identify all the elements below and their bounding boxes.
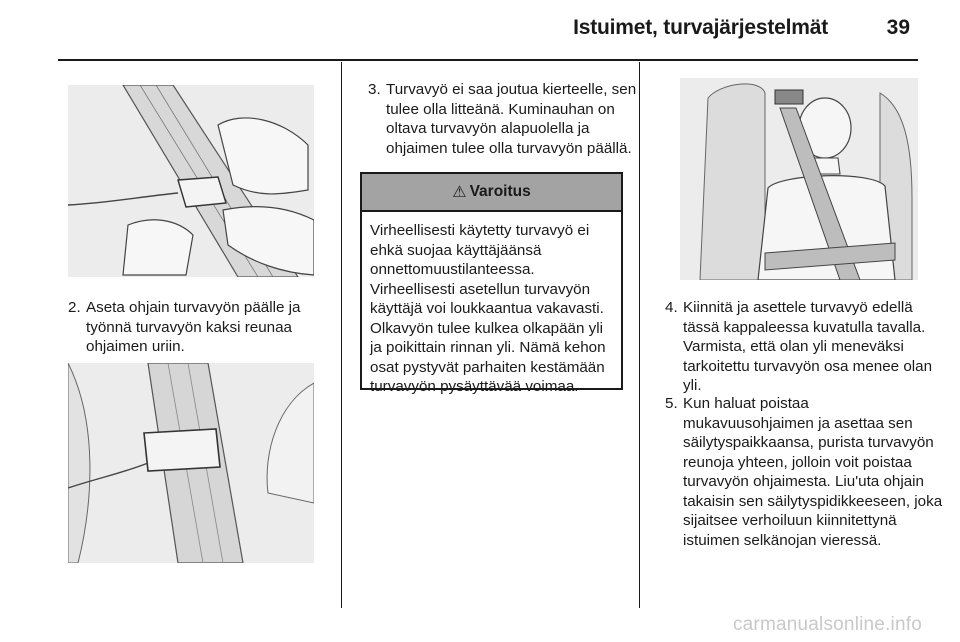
step-number: 3.: [368, 81, 381, 98]
header-rule: [58, 59, 918, 61]
belt-guide-closeup-illustration: [68, 363, 314, 563]
warning-heading: [362, 174, 621, 212]
page-header-title: Istuimet, turvajärjestelmät: [573, 16, 828, 39]
step-3: [368, 80, 641, 158]
step-text: Kun haluat poistaa mukavuusohjaimen ja asettaa sen säilytyspaikkaansa, purista turvavyön reunoja yhteen, jolloin voit poistaa turvavyön ohjaimesta. Liu'uta ohjain takaisin sen säilytyspidikkeeseen, joka sijaitsee verhoiluun kiinnitettynä istuimen selkänojan vieressä.: [683, 395, 943, 549]
step-2: [68, 298, 348, 357]
belt-guide-closeup-drawing: [68, 363, 314, 563]
step-4: [665, 298, 943, 396]
warning-heading-text: Varoitus: [469, 183, 531, 200]
step-text: Turvavyö ei saa joutua kierteelle, sen tulee olla litteänä. Kuminauhan on oltava turvavyön alapuolella ja ohjaimen tulee olla turvavyön päällä.: [386, 81, 637, 157]
watermark: carmanualsonline.info: [732, 614, 922, 635]
child-with-seatbelt-illustration: [680, 78, 918, 280]
page-number: 39: [886, 16, 910, 39]
step-number: 2.: [68, 299, 81, 316]
step-text: Kiinnitä ja asettele turvavyö edellä tässä kappaleessa kuvatulla tavalla. Varmista, että olan yli meneväksi tarkoitettu turvavyön osa menee olan yli.: [683, 299, 933, 394]
step-text: Aseta ohjain turvavyön päälle ja työnnä turvavyön kaksi reunaa ohjaimen uriin.: [86, 299, 301, 355]
belt-guide-hands-illustration: [68, 85, 314, 277]
step-number: 5.: [665, 395, 678, 412]
step-number: 4.: [665, 299, 678, 316]
warning-triangle-icon: ⚠: [452, 184, 467, 201]
child-with-seatbelt-drawing: [680, 78, 918, 280]
warning-text: Virheellisesti käytetty turvavyö ei ehkä suojaa käyttäjäänsä onnettomuustilanteessa. Virheellisesti asetellun turvavyön käyttäjä voi loukkaantua vakavasti. Olkavyön tulee kulkea olkapään yli ja poikittain rinnan yli. Nämä kehon osat pystyvät parhaiten kestämään turvavyön pysäyttävää voimaa.: [370, 222, 606, 395]
step-5: [665, 394, 943, 550]
belt-guide-hands-drawing: [68, 85, 314, 277]
warning-box: [360, 172, 623, 395]
